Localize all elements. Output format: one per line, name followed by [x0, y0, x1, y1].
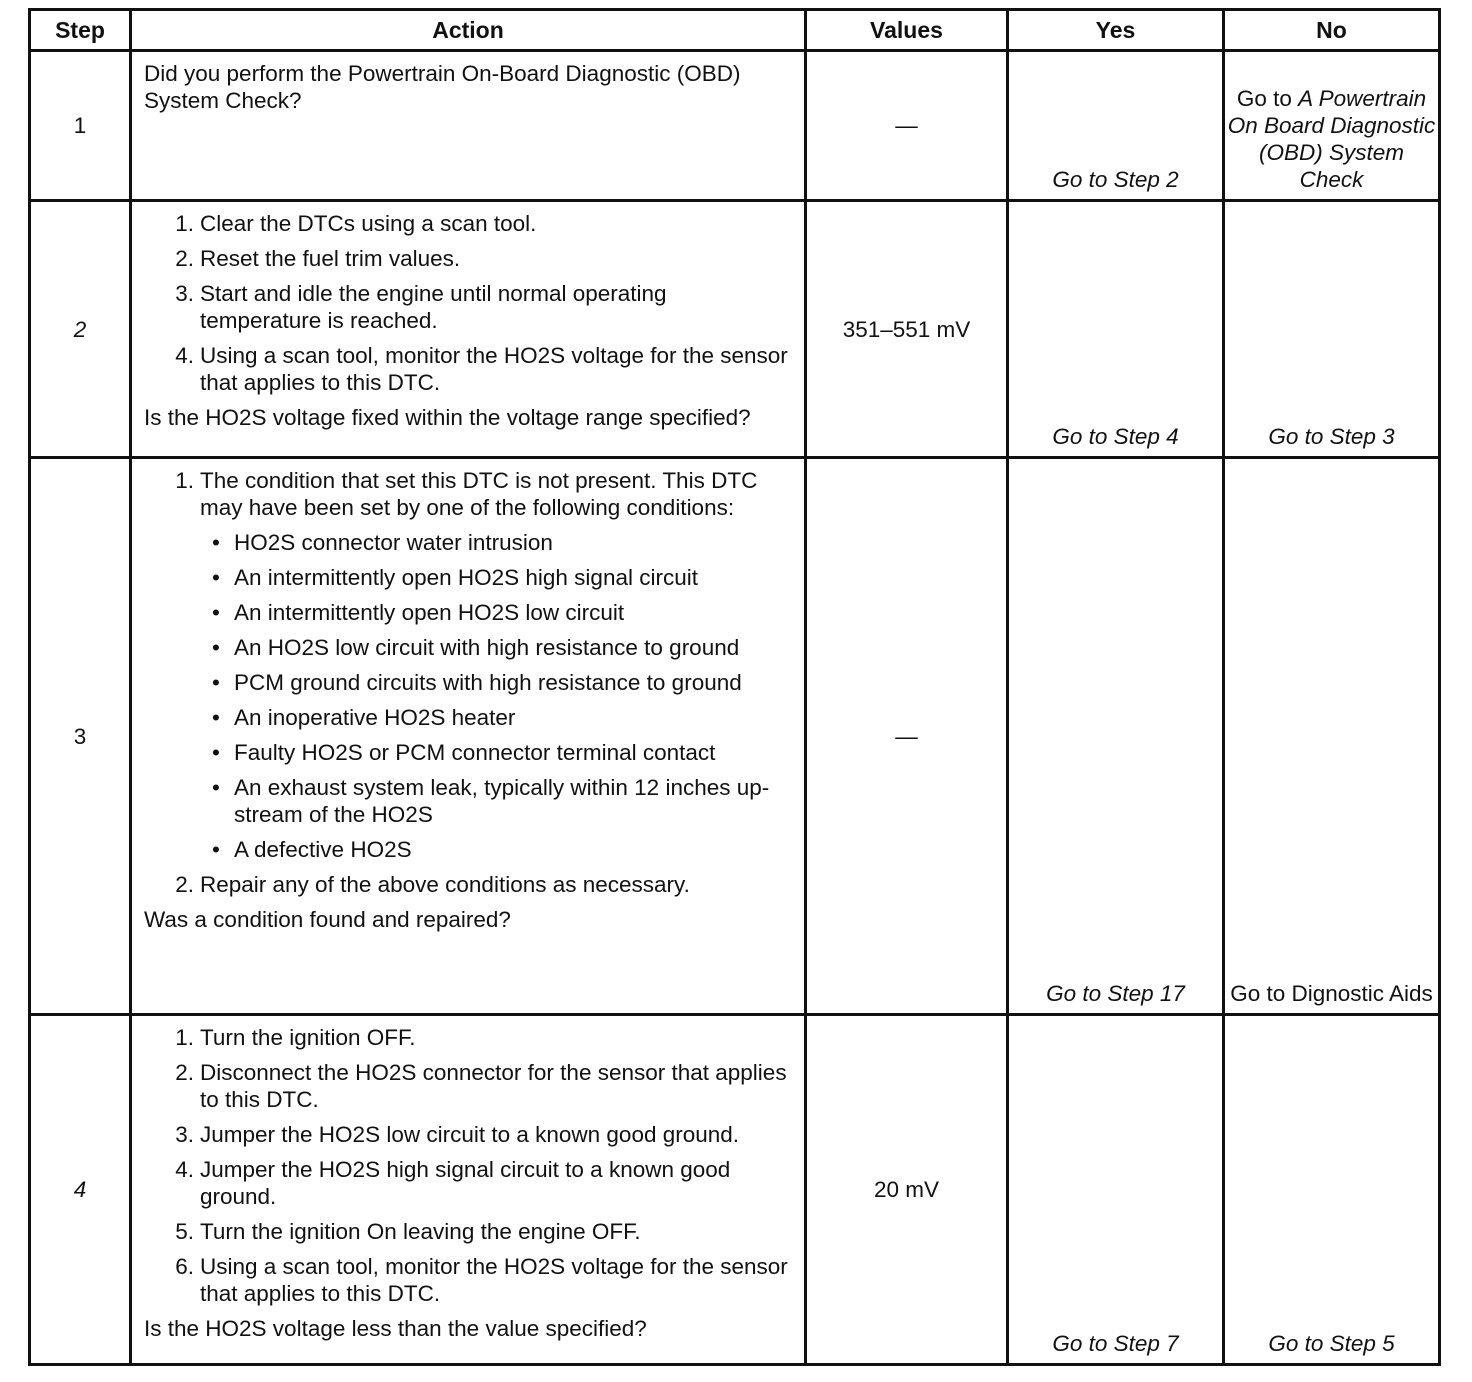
no-link[interactable]: Go to Step 5	[1224, 1015, 1440, 1365]
action-cell	[131, 51, 806, 201]
action-step: 2. Disconnect the HO2S connector for the sensor that applies to this DTC.	[175, 1060, 787, 1112]
no-link[interactable]	[1224, 51, 1440, 201]
value-cell: 351–551 mV	[806, 201, 1008, 458]
no-link[interactable]: Go to Dignostic Aids	[1224, 458, 1440, 1015]
action-steps-list	[144, 467, 794, 898]
action-steps-list	[144, 210, 794, 396]
action-cell	[131, 1015, 806, 1365]
action-step: 1. Turn the ignition OFF.	[175, 1025, 416, 1050]
step-number: 2	[30, 201, 131, 458]
step-number: 1	[30, 51, 131, 201]
table-row	[30, 51, 1440, 201]
condition-item: • PCM ground circuits with high resistance to ground	[200, 669, 794, 696]
condition-item: • An inoperative HO2S heater	[200, 704, 794, 731]
table-row	[30, 201, 1440, 458]
yes-link[interactable]: Go to Step 7	[1008, 1015, 1224, 1365]
no-link-target[interactable]: A Powertrain On Board Diagnostic (OBD) System Check	[1227, 86, 1436, 192]
no-link[interactable]: Go to Step 3	[1224, 201, 1440, 458]
condition-item: • A defective HO2S	[200, 836, 794, 863]
header-values: Values	[806, 10, 1008, 51]
yes-link[interactable]: Go to Step 4	[1008, 201, 1224, 458]
value-cell: —	[806, 51, 1008, 201]
condition-item: • An exhaust system leak, typically within 12 inches up-stream of the HO2S	[200, 774, 794, 828]
action-cell	[131, 458, 806, 1015]
condition-item: • An intermittently open HO2S low circuit	[200, 599, 794, 626]
table-row	[30, 458, 1440, 1015]
condition-item: • An intermittently open HO2S high signal circuit	[200, 564, 794, 591]
yes-link[interactable]: Go to Step 2	[1008, 51, 1224, 201]
action-step: 2. Reset the fuel trim values.	[175, 246, 461, 271]
action-steps-list	[144, 1024, 794, 1307]
no-link-prefix: Go to	[1236, 86, 1299, 111]
diagnostic-table	[28, 8, 1441, 1366]
value-cell: —	[806, 458, 1008, 1015]
header-no: No	[1224, 10, 1440, 51]
action-question: Was a condition found and repaired?	[144, 907, 511, 932]
table-row	[30, 1015, 1440, 1365]
header-step: Step	[30, 10, 131, 51]
header-action: Action	[131, 10, 806, 51]
action-question: Is the HO2S voltage fixed within the voltage range specified?	[144, 405, 751, 430]
action-step: 4. Using a scan tool, monitor the HO2S voltage for the sensor that applies to this DTC.	[175, 343, 788, 395]
step-number: 4	[30, 1015, 131, 1365]
condition-item: • HO2S connector water intrusion	[200, 529, 794, 556]
action-step: 4. Jumper the HO2S high signal circuit to a known good ground.	[175, 1157, 731, 1209]
condition-item: • An HO2S low circuit with high resistance to ground	[200, 634, 794, 661]
table-header-row	[30, 10, 1440, 51]
action-step: 2. Repair any of the above conditions as necessary.	[175, 872, 690, 897]
condition-item: • Faulty HO2S or PCM connector terminal contact	[200, 739, 794, 766]
action-step: 5. Turn the ignition On leaving the engine OFF.	[175, 1219, 641, 1244]
action-question: Is the HO2S voltage less than the value specified?	[144, 1316, 647, 1341]
condition-list	[200, 529, 794, 863]
action-step: 1. Clear the DTCs using a scan tool.	[175, 211, 537, 236]
header-yes: Yes	[1008, 10, 1224, 51]
action-step: 3. Jumper the HO2S low circuit to a known good ground.	[175, 1122, 740, 1147]
action-step: 3. Start and idle the engine until normal operating temperature is reached.	[175, 281, 667, 333]
action-step: 6. Using a scan tool, monitor the HO2S voltage for the sensor that applies to this DTC.	[175, 1254, 788, 1306]
yes-link[interactable]: Go to Step 17	[1008, 458, 1224, 1015]
action-question: Did you perform the Powertrain On-Board Diagnostic (OBD) System Check?	[144, 61, 741, 113]
action-cell	[131, 201, 806, 458]
step-number: 3	[30, 458, 131, 1015]
value-cell: 20 mV	[806, 1015, 1008, 1365]
action-step: 1. The condition that set this DTC is not present. This DTC may have been set by one of the following conditions: • HO2S connector water intrusion • An intermittently open HO2S high signal circuit • An intermittently open HO2S low circuit • An HO2S low circuit with high resistance to ground • PCM ground circuits with high resistance to ground • An inoperative HO2S heater • Faulty HO2S or PCM connector terminal contact • An exhaust system leak, typically within 12 inches up-stream of the HO2S • A defective HO2S	[166, 467, 794, 863]
